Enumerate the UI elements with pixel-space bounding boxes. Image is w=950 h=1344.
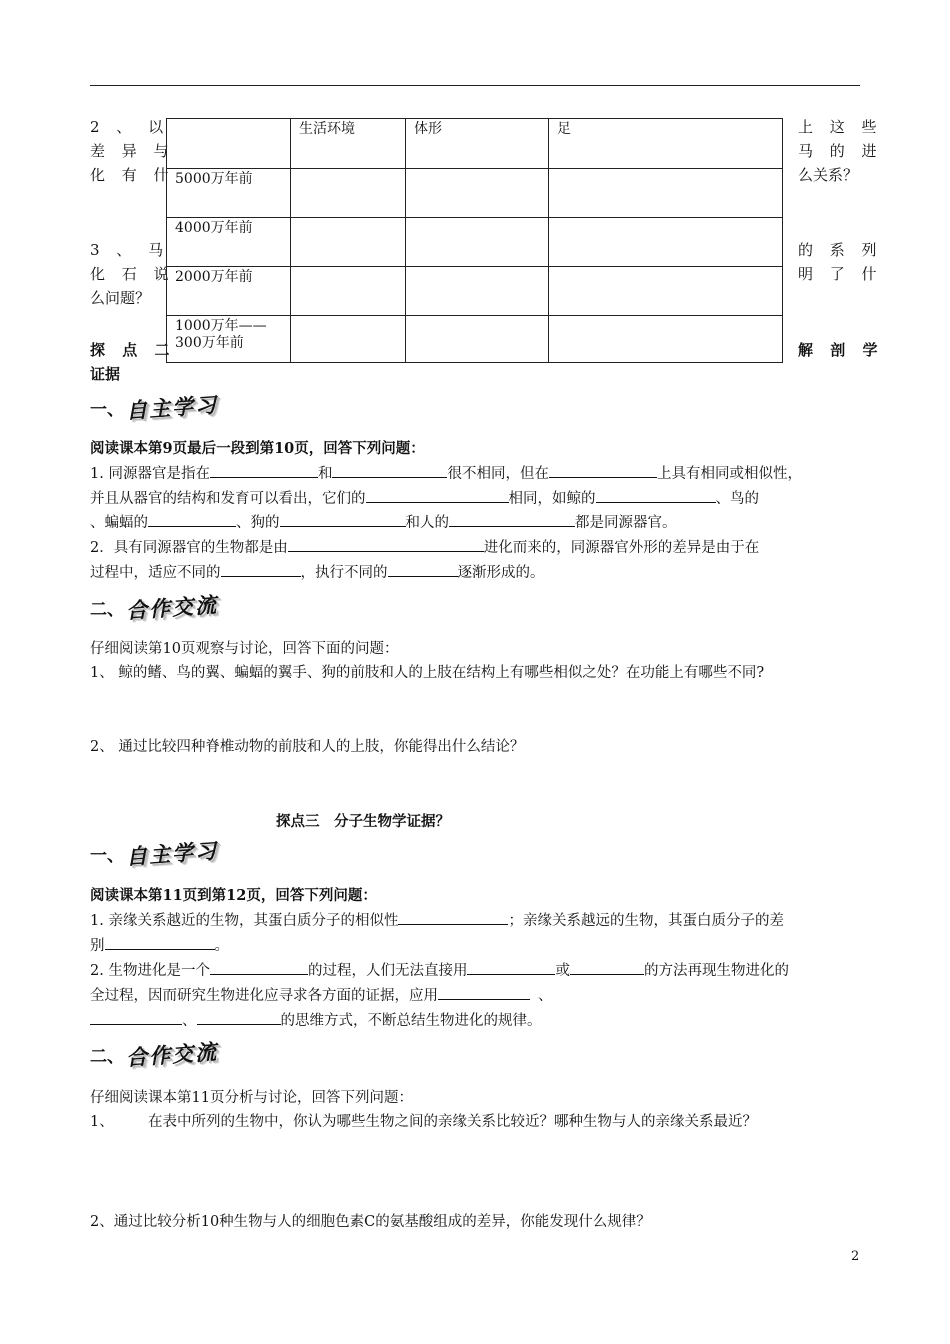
table-cell[interactable]	[291, 169, 406, 218]
answer-blank[interactable]	[398, 909, 508, 925]
side-right-2: 马 的 进	[798, 142, 883, 160]
heading-self-study-3	[90, 838, 218, 868]
text: 1. 同源器官是指在	[90, 466, 210, 482]
sec3-coop-q1-num: 1、	[90, 1114, 114, 1130]
sec2-coop-instruction: 仔细阅读第10页观察与讨论，回答下面的问题：	[90, 641, 399, 657]
heading-number: 二、	[90, 1047, 124, 1067]
text: 、	[538, 988, 553, 1004]
table-header-foot[interactable]: 足	[549, 119, 783, 169]
answer-blank[interactable]	[90, 1009, 182, 1025]
answer-blank[interactable]	[288, 536, 484, 552]
answer-blank[interactable]	[210, 959, 308, 975]
text: 别	[90, 938, 105, 954]
text: 或	[555, 963, 570, 979]
sec3-instruction: 阅读课本第11页到第12页，回答下列问题：	[90, 887, 377, 904]
side-left-4: 3 、 马	[90, 241, 170, 259]
heading-number: 一、	[90, 846, 124, 866]
table-row	[167, 316, 783, 363]
self-study-stamp: 自主学习	[125, 837, 219, 870]
text: 、狗的	[236, 515, 280, 531]
table-cell[interactable]	[291, 316, 406, 363]
text: 2．具有同源器官的生物都是由	[90, 540, 288, 556]
table-row	[167, 218, 783, 267]
table-row-label: 1000万年——300万年前	[167, 316, 291, 363]
table-row-label: 5000万年前	[167, 169, 291, 218]
sec3-q1-line1	[90, 909, 784, 933]
sec3-q2-line3	[90, 1009, 542, 1033]
side-right-3: 么关系？	[798, 166, 859, 184]
heading-cooperate-3	[90, 1039, 218, 1069]
text: 的方法再现生物进化的	[643, 963, 789, 979]
table-cell[interactable]	[406, 169, 549, 218]
sec3-q2-line1	[90, 959, 789, 983]
heading-number: 一、	[90, 400, 124, 420]
table-cell[interactable]	[406, 316, 549, 363]
side-right-5: 明 了 什	[798, 265, 883, 283]
text: 、蝙蝠的	[90, 515, 148, 531]
answer-blank[interactable]	[549, 462, 657, 478]
explore2-right: 解 剖 学	[798, 341, 884, 359]
sec3-coop-instruction: 仔细阅读课本第11页分析与讨论，回答下列问题：	[90, 1090, 413, 1106]
side-left-2: 差 异 与	[90, 142, 175, 160]
explore2-left: 探 点 二	[90, 341, 176, 359]
explore2-cont: 证据	[90, 365, 121, 383]
answer-blank[interactable]	[467, 959, 555, 975]
answer-blank[interactable]	[280, 511, 406, 527]
table-cell[interactable]	[549, 267, 783, 316]
heading-self-study-2	[90, 392, 218, 422]
table-cell[interactable]	[291, 267, 406, 316]
table-cell[interactable]	[291, 218, 406, 267]
text: 上具有相同或相似性，	[656, 466, 802, 482]
table-row-label: 4000万年前	[167, 218, 291, 267]
text: 。	[214, 938, 229, 954]
header-rule	[90, 85, 860, 86]
table-header-habitat: 生活环境	[291, 119, 406, 169]
table-row-label: 2000万年前	[167, 267, 291, 316]
table-row	[167, 267, 783, 316]
answer-blank[interactable]	[388, 561, 458, 577]
text: 2. 生物进化是一个	[90, 963, 210, 979]
horse-evolution-table	[166, 118, 783, 363]
text: 1. 亲缘关系越近的生物，其蛋白质分子的相似性	[90, 913, 399, 929]
text: 进化而来的，同源器官外形的差异是由于在	[483, 540, 760, 556]
heading-cooperate-2	[90, 592, 218, 622]
text: ；亲缘关系越远的生物，其蛋白质分子的差	[508, 913, 784, 929]
text: 并且从器官的结构和发育可以看出，它们的	[90, 491, 366, 507]
text: 的思维方式，不断总结生物进化的规律。	[280, 1013, 542, 1029]
sec2-instruction: 阅读课本第9页最后一段到第10页，回答下列问题：	[90, 440, 425, 457]
sec2-q1-line3	[90, 511, 677, 535]
text: 、鸟的	[715, 491, 759, 507]
answer-blank[interactable]	[570, 959, 644, 975]
text: 相同，如鲸的	[508, 491, 596, 507]
table-header-blank	[167, 119, 291, 169]
answer-blank[interactable]	[449, 511, 575, 527]
sec2-coop-q2: 2、 通过比较四种脊椎动物的前肢和人的上肢，你能得出什么结论？	[90, 739, 525, 755]
answer-blank[interactable]	[210, 462, 318, 478]
answer-blank[interactable]	[366, 487, 509, 503]
sec2-coop-q1: 1、 鲸的鳍、鸟的翼、蝙蝠的翼手、狗的前肢和人的上肢在结构上有哪些相似之处？在功能上有哪些不同?	[90, 665, 765, 681]
table-row	[167, 169, 783, 218]
answer-blank[interactable]	[148, 511, 236, 527]
sec2-q1-line1	[90, 462, 802, 486]
heading-number: 二、	[90, 600, 124, 620]
sec3-coop-q1: 在表中所列的生物中，你认为哪些生物之间的亲缘关系比较近？哪种生物与人的亲缘关系最近？	[148, 1114, 757, 1130]
answer-blank[interactable]	[596, 487, 716, 503]
text: 和人的	[405, 515, 449, 531]
answer-blank[interactable]	[332, 462, 447, 478]
answer-blank[interactable]	[105, 934, 215, 950]
cooperate-stamp: 合作交流	[125, 1038, 219, 1071]
text: 全过程，因而研究生物进化应寻求各方面的证据，应用	[90, 988, 438, 1004]
self-study-stamp: 自主学习	[125, 391, 219, 424]
text: 的过程，人们无法直接用	[307, 963, 468, 979]
side-left-6: 么问题？	[90, 289, 151, 307]
sec2-q1-line2	[90, 487, 759, 511]
text: 、	[182, 1013, 197, 1029]
side-left-1: 2 、 以	[90, 118, 170, 136]
answer-blank[interactable]	[438, 984, 530, 1000]
text: 和	[317, 466, 333, 482]
table-cell[interactable]	[549, 218, 783, 267]
table-header-body: 体形	[406, 119, 549, 169]
text: ，执行不同的	[300, 565, 388, 581]
side-left-3: 化 有 什	[90, 166, 175, 184]
table-cell[interactable]	[549, 316, 783, 363]
answer-blank[interactable]	[197, 1009, 281, 1025]
sec3-q2-line2	[90, 984, 553, 1008]
cooperate-stamp: 合作交流	[125, 591, 219, 624]
side-right-1: 上 这 些	[798, 118, 883, 136]
sec2-q2-line2	[90, 561, 545, 585]
text: 逐渐形成的。	[457, 565, 545, 581]
page-number: 2	[851, 1249, 860, 1264]
table-cell[interactable]	[406, 267, 549, 316]
answer-blank[interactable]	[221, 561, 301, 577]
side-right-4: 的 系 列	[798, 241, 883, 259]
explore3-title: 探点三 分子生物学证据？	[276, 813, 450, 830]
sec3-coop-q2: 2、通过比较分析10种生物与人的细胞色素C的氨基酸组成的差异，你能发现什么规律？	[90, 1214, 651, 1230]
text: 很不相同，但在	[447, 466, 549, 482]
text: 都是同源器官。	[575, 515, 677, 531]
sec2-q2-line1	[90, 536, 759, 560]
table-cell[interactable]	[549, 169, 783, 218]
sec3-q1-line2	[90, 934, 229, 958]
table-cell[interactable]	[406, 218, 549, 267]
text: 过程中，适应不同的	[90, 565, 221, 581]
side-left-5: 化 石 说	[90, 265, 175, 283]
